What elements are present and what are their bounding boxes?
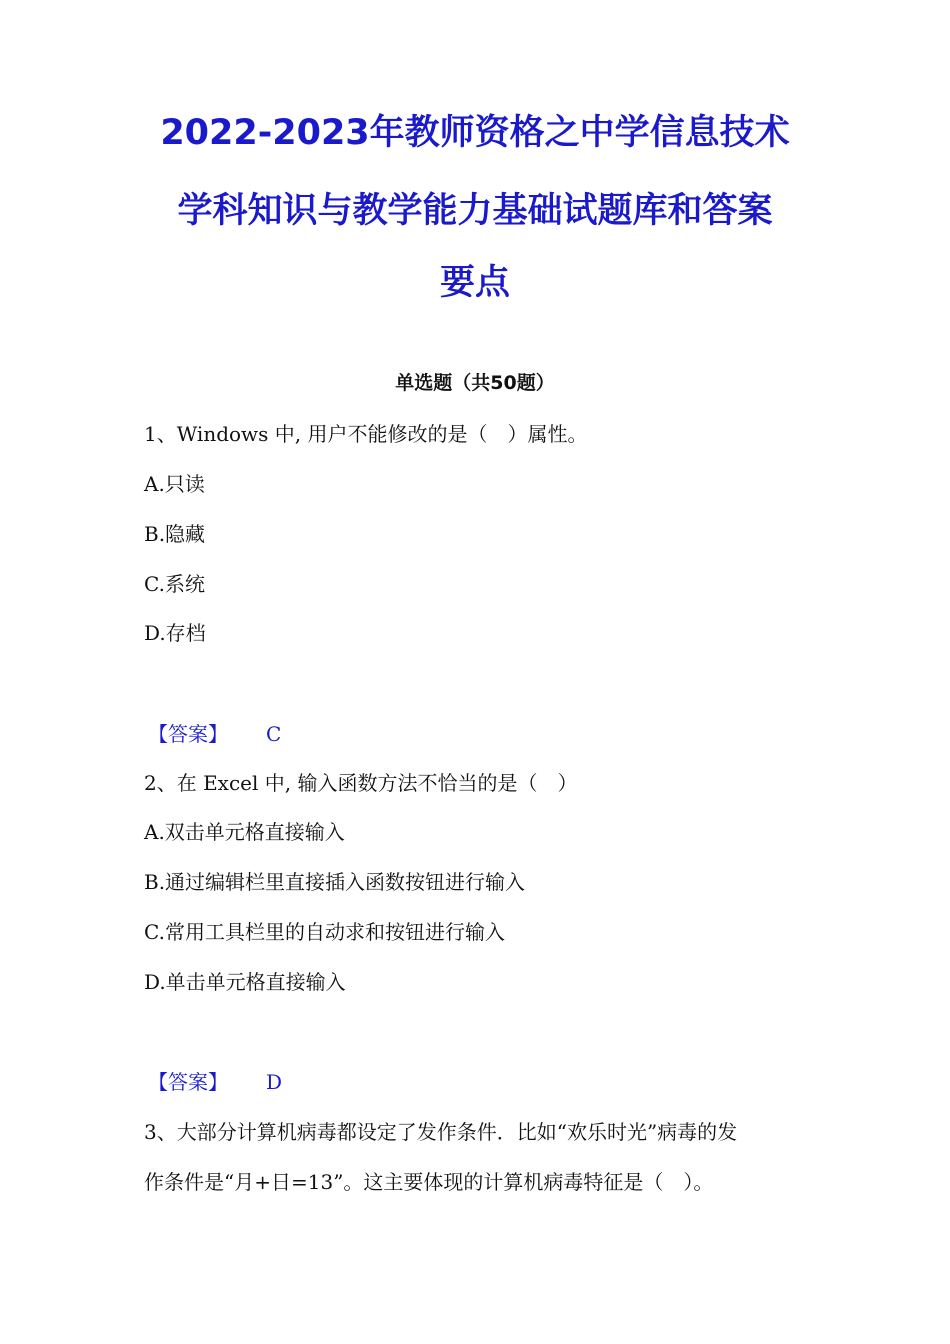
question-2-option-c: C.常用工具栏里的自动求和按钮进行输入 xyxy=(144,920,505,944)
question-2-option-b: B.通过编辑栏里直接插入函数按钮进行输入 xyxy=(144,870,526,894)
question-1-option-b: B.隐藏 xyxy=(144,522,206,546)
document-title-line-2: 学科知识与教学能力基础试题库和答案 xyxy=(177,191,773,231)
question-1-option-c: C.系统 xyxy=(144,572,205,596)
question-2-option-a: A.双击单元格直接输入 xyxy=(144,820,345,844)
question-2-answer-label: 【答案】 xyxy=(148,1070,228,1094)
question-3-stem-line-1: 3、大部分计算机病毒都设定了发作条件．比如“欢乐时光”病毒的发 xyxy=(144,1120,738,1144)
question-1-answer-label: 【答案】 xyxy=(148,722,228,746)
question-2-option-d: D.单击单元格直接输入 xyxy=(144,970,346,994)
question-2-answer-value: D xyxy=(266,1070,283,1094)
document-title-line-1: 2022-2023年教师资格之中学信息技术 xyxy=(160,113,790,153)
question-1-option-d: D.存档 xyxy=(144,621,206,645)
document-title-line-3: 要点 xyxy=(439,263,510,303)
question-1-stem: 1、Windows 中, 用户不能修改的是（ ）属性。 xyxy=(144,422,588,446)
question-2-stem: 2、在 Excel 中, 输入函数方法不恰当的是（ ） xyxy=(144,771,578,795)
question-1-option-a: A.只读 xyxy=(144,472,205,496)
section-title: 单选题（共50题） xyxy=(395,372,555,394)
question-1-answer-value: C xyxy=(266,722,282,746)
question-3-stem-line-2: 作条件是“月+日=13”。这主要体现的计算机病毒特征是（ ）。 xyxy=(144,1170,714,1194)
